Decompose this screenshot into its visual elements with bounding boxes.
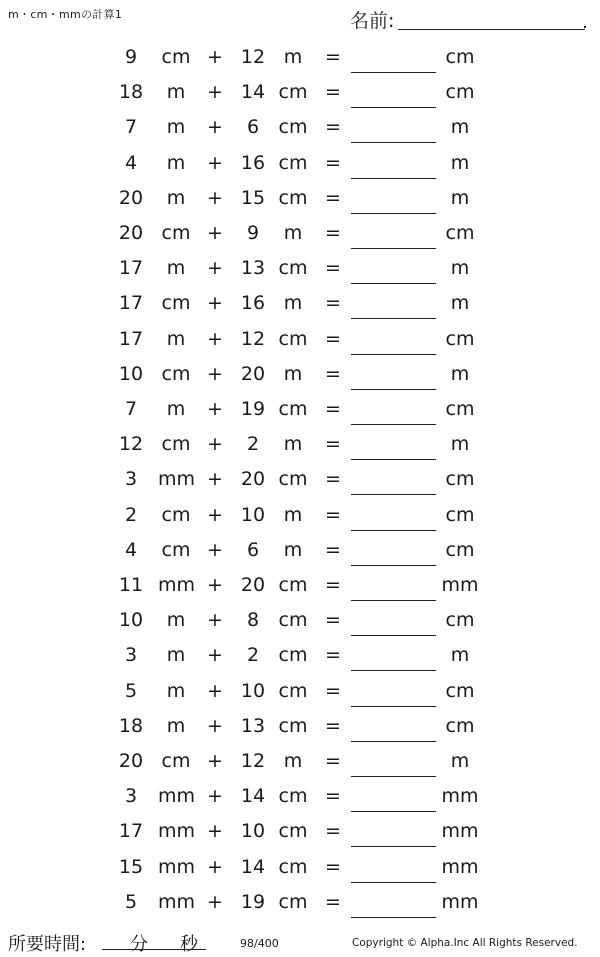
first-number: 17 [118, 257, 144, 280]
second-unit: m [283, 433, 303, 456]
plus-sign: + [207, 151, 223, 174]
second-unit: cm [278, 855, 308, 878]
plus-sign: + [207, 46, 223, 68]
second-unit: cm [278, 398, 308, 420]
first-number: 18 [118, 714, 144, 737]
plus-sign: + [207, 714, 223, 737]
answer-blank[interactable] [351, 670, 436, 671]
copyright-notice: Copyright © Alpha.Inc All Rights Reserved. [352, 937, 578, 949]
second-unit: cm [278, 890, 308, 913]
first-unit: mm [158, 574, 196, 596]
second-number: 2 [246, 433, 260, 456]
plus-sign: + [207, 327, 223, 350]
first-number: 3 [124, 644, 138, 667]
page-number: 98/400 [240, 937, 279, 950]
first-number: 5 [124, 679, 138, 702]
second-unit: cm [278, 679, 308, 702]
problem-row [0, 462, 600, 497]
answer-unit: mm [441, 820, 479, 843]
second-number: 20 [240, 574, 266, 596]
first-number: 12 [118, 433, 144, 456]
problem-row [0, 110, 600, 145]
answer-blank[interactable] [351, 248, 436, 249]
first-unit: m [166, 186, 186, 209]
plus-sign: + [207, 222, 223, 244]
first-number: 4 [124, 151, 138, 174]
worksheet-title: m・cm・mmの計算1 [8, 8, 123, 21]
second-number: 10 [240, 679, 266, 702]
equals-sign: = [325, 398, 341, 420]
name-underline-end-dot [584, 26, 586, 28]
first-unit: mm [158, 820, 196, 843]
answer-unit: cm [445, 468, 475, 491]
first-unit: mm [158, 890, 196, 913]
second-number: 13 [240, 257, 266, 280]
problem-row [0, 216, 600, 251]
first-number: 10 [118, 362, 144, 385]
problem-row [0, 674, 600, 709]
problem-row [0, 357, 600, 392]
first-unit: cm [161, 362, 191, 385]
plus-sign: + [207, 398, 223, 420]
plus-sign: + [207, 890, 223, 913]
equals-sign: = [325, 292, 341, 315]
second-number: 2 [246, 644, 260, 667]
plus-sign: + [207, 433, 223, 456]
first-unit: mm [158, 785, 196, 808]
equals-sign: = [325, 503, 341, 526]
second-unit: m [283, 362, 303, 385]
answer-unit: m [450, 750, 470, 772]
first-unit: mm [158, 468, 196, 491]
equals-sign: = [325, 644, 341, 667]
name-label: 名前: [350, 10, 395, 32]
answer-blank[interactable] [351, 565, 436, 566]
problem-row [0, 850, 600, 885]
plus-sign: + [207, 362, 223, 385]
seconds-label: 秒 [180, 934, 198, 955]
name-underline[interactable] [398, 29, 585, 30]
plus-sign: + [207, 292, 223, 315]
plus-sign: + [207, 785, 223, 808]
second-number: 16 [240, 151, 266, 174]
equals-sign: = [325, 151, 341, 174]
first-unit: m [166, 609, 186, 632]
first-unit: cm [161, 433, 191, 456]
problem-row [0, 779, 600, 814]
time-taken-label: 所要時間: [8, 934, 87, 955]
first-unit: m [166, 151, 186, 174]
first-unit: m [166, 257, 186, 280]
problem-row [0, 709, 600, 744]
time-taken-field [8, 930, 208, 954]
second-number: 12 [240, 46, 266, 68]
first-unit: cm [161, 222, 191, 244]
second-unit: cm [278, 116, 308, 139]
first-number: 17 [118, 327, 144, 350]
answer-unit: m [450, 116, 470, 139]
second-number: 14 [240, 855, 266, 878]
equals-sign: = [325, 362, 341, 385]
answer-unit: m [450, 292, 470, 315]
answer-blank[interactable] [351, 741, 436, 742]
second-number: 15 [240, 186, 266, 209]
problem-row [0, 40, 600, 75]
second-number: 6 [246, 538, 260, 561]
second-unit: cm [278, 785, 308, 808]
equals-sign: = [325, 574, 341, 596]
problem-row [0, 568, 600, 603]
second-unit: cm [278, 186, 308, 209]
problem-row [0, 392, 600, 427]
first-unit: m [166, 327, 186, 350]
problem-row [0, 638, 600, 673]
second-number: 19 [240, 890, 266, 913]
answer-blank[interactable] [351, 917, 436, 918]
answer-blank[interactable] [351, 142, 436, 143]
second-unit: m [283, 503, 303, 526]
answer-blank[interactable] [351, 424, 436, 425]
first-number: 10 [118, 609, 144, 632]
answer-unit: cm [445, 679, 475, 702]
answer-unit: mm [441, 890, 479, 913]
equals-sign: = [325, 538, 341, 561]
equals-sign: = [325, 468, 341, 491]
plus-sign: + [207, 609, 223, 632]
problem-row [0, 181, 600, 216]
equals-sign: = [325, 679, 341, 702]
plus-sign: + [207, 644, 223, 667]
equals-sign: = [325, 186, 341, 209]
answer-blank[interactable] [351, 776, 436, 777]
second-unit: m [283, 222, 303, 244]
first-unit: m [166, 644, 186, 667]
answer-unit: cm [445, 714, 475, 737]
answer-blank[interactable] [351, 354, 436, 355]
answer-unit: cm [445, 503, 475, 526]
first-number: 5 [124, 890, 138, 913]
second-unit: m [283, 538, 303, 561]
first-number: 7 [124, 398, 138, 420]
first-unit: m [166, 714, 186, 737]
second-number: 9 [246, 222, 260, 244]
second-number: 20 [240, 362, 266, 385]
minutes-label: 分 [130, 934, 148, 955]
second-number: 14 [240, 785, 266, 808]
answer-unit: m [450, 362, 470, 385]
problem-row [0, 322, 600, 357]
problem-row [0, 146, 600, 181]
answer-blank[interactable] [351, 494, 436, 495]
answer-unit: mm [441, 855, 479, 878]
equals-sign: = [325, 46, 341, 68]
second-number: 8 [246, 609, 260, 632]
first-unit: cm [161, 750, 191, 772]
second-number: 12 [240, 327, 266, 350]
name-field[interactable] [350, 4, 590, 32]
answer-unit: cm [445, 81, 475, 104]
answer-blank[interactable] [351, 178, 436, 179]
first-unit: m [166, 679, 186, 702]
equals-sign: = [325, 222, 341, 244]
equals-sign: = [325, 609, 341, 632]
answer-blank[interactable] [351, 283, 436, 284]
answer-blank[interactable] [351, 213, 436, 214]
second-number: 10 [240, 820, 266, 843]
second-unit: cm [278, 327, 308, 350]
second-number: 19 [240, 398, 266, 420]
plus-sign: + [207, 679, 223, 702]
answer-unit: mm [441, 785, 479, 808]
second-number: 16 [240, 292, 266, 315]
first-unit: m [166, 81, 186, 104]
second-unit: m [283, 46, 303, 68]
first-number: 3 [124, 785, 138, 808]
equals-sign: = [325, 750, 341, 772]
answer-blank[interactable] [351, 846, 436, 847]
answer-unit: mm [441, 574, 479, 596]
second-unit: m [283, 292, 303, 315]
first-number: 7 [124, 116, 138, 139]
plus-sign: + [207, 257, 223, 280]
answer-blank[interactable] [351, 600, 436, 601]
plus-sign: + [207, 81, 223, 104]
answer-blank[interactable] [351, 107, 436, 108]
first-unit: m [166, 398, 186, 420]
answer-blank[interactable] [351, 706, 436, 707]
answer-unit: m [450, 186, 470, 209]
plus-sign: + [207, 468, 223, 491]
equals-sign: = [325, 890, 341, 913]
first-number: 17 [118, 820, 144, 843]
problem-row [0, 498, 600, 533]
answer-unit: cm [445, 609, 475, 632]
second-unit: cm [278, 151, 308, 174]
equals-sign: = [325, 433, 341, 456]
problem-row [0, 427, 600, 462]
answer-unit: cm [445, 46, 475, 68]
first-unit: cm [161, 538, 191, 561]
equals-sign: = [325, 820, 341, 843]
answer-unit: m [450, 433, 470, 456]
second-number: 10 [240, 503, 266, 526]
problem-row [0, 533, 600, 568]
problem-row [0, 744, 600, 779]
answer-blank[interactable] [351, 811, 436, 812]
second-unit: cm [278, 609, 308, 632]
problem-row [0, 603, 600, 638]
answer-blank[interactable] [351, 530, 436, 531]
equals-sign: = [325, 81, 341, 104]
answer-blank[interactable] [351, 389, 436, 390]
first-unit: cm [161, 503, 191, 526]
plus-sign: + [207, 503, 223, 526]
first-unit: cm [161, 46, 191, 68]
plus-sign: + [207, 820, 223, 843]
first-number: 15 [118, 855, 144, 878]
plus-sign: + [207, 116, 223, 139]
answer-unit: m [450, 257, 470, 280]
equals-sign: = [325, 257, 341, 280]
first-number: 17 [118, 292, 144, 315]
answer-unit: cm [445, 398, 475, 420]
plus-sign: + [207, 574, 223, 596]
plus-sign: + [207, 855, 223, 878]
first-number: 11 [118, 574, 144, 596]
first-number: 18 [118, 81, 144, 104]
second-unit: cm [278, 257, 308, 280]
equals-sign: = [325, 327, 341, 350]
first-number: 20 [118, 222, 144, 244]
equals-sign: = [325, 714, 341, 737]
problem-row [0, 814, 600, 849]
first-unit: mm [158, 855, 196, 878]
plus-sign: + [207, 750, 223, 772]
second-number: 13 [240, 714, 266, 737]
first-number: 3 [124, 468, 138, 491]
answer-blank[interactable] [351, 72, 436, 73]
second-unit: cm [278, 714, 308, 737]
problem-row [0, 885, 600, 920]
second-unit: m [283, 750, 303, 772]
answer-blank[interactable] [351, 318, 436, 319]
answer-unit: m [450, 151, 470, 174]
second-number: 14 [240, 81, 266, 104]
second-number: 6 [246, 116, 260, 139]
first-number: 2 [124, 503, 138, 526]
equals-sign: = [325, 855, 341, 878]
second-unit: cm [278, 820, 308, 843]
first-number: 9 [124, 46, 138, 68]
first-unit: cm [161, 292, 191, 315]
second-number: 20 [240, 468, 266, 491]
answer-blank[interactable] [351, 635, 436, 636]
second-unit: cm [278, 574, 308, 596]
first-number: 20 [118, 186, 144, 209]
answer-blank[interactable] [351, 882, 436, 883]
equals-sign: = [325, 116, 341, 139]
first-number: 20 [118, 750, 144, 772]
answer-unit: cm [445, 538, 475, 561]
problem-row [0, 75, 600, 110]
problem-row [0, 251, 600, 286]
equals-sign: = [325, 785, 341, 808]
problem-row [0, 286, 600, 321]
second-unit: cm [278, 468, 308, 491]
answer-unit: cm [445, 222, 475, 244]
second-number: 12 [240, 750, 266, 772]
second-unit: cm [278, 81, 308, 104]
second-unit: cm [278, 644, 308, 667]
first-unit: m [166, 116, 186, 139]
plus-sign: + [207, 538, 223, 561]
answer-blank[interactable] [351, 459, 436, 460]
first-number: 4 [124, 538, 138, 561]
answer-unit: cm [445, 327, 475, 350]
answer-unit: m [450, 644, 470, 667]
plus-sign: + [207, 186, 223, 209]
